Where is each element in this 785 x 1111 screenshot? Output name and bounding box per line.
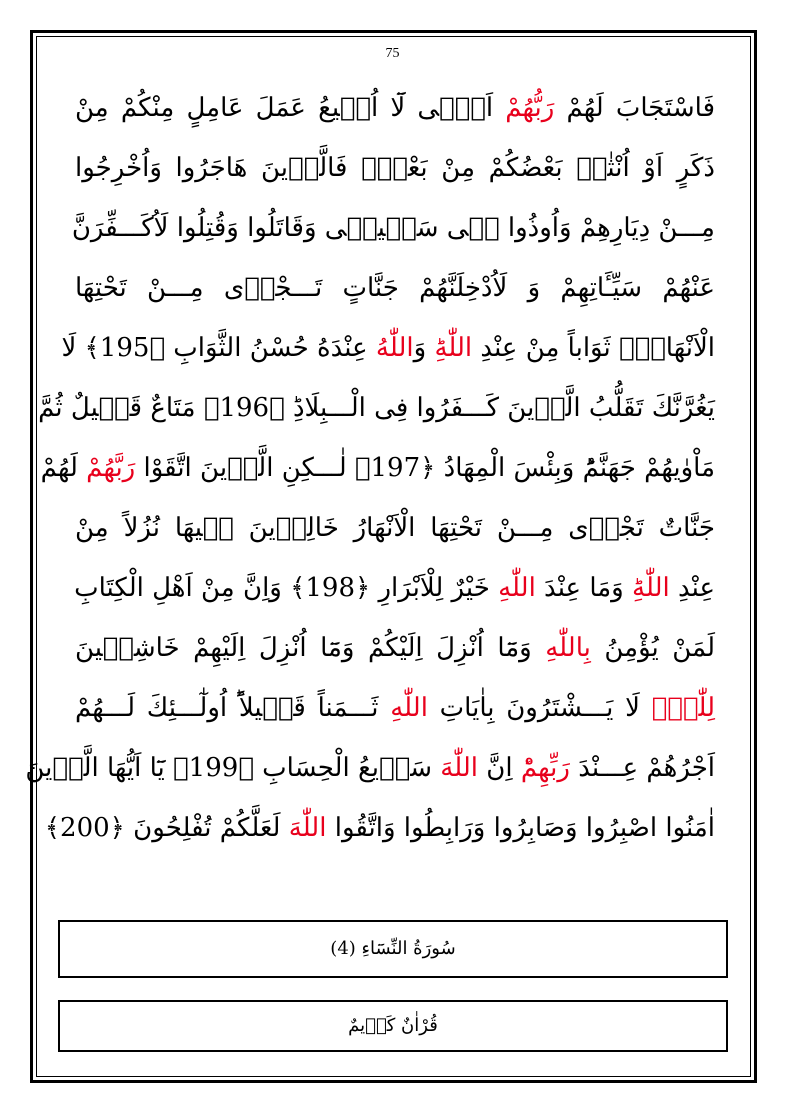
verse-line (40, 438, 715, 498)
verse-line (75, 138, 715, 198)
verse-line (75, 78, 715, 138)
verse-text: ؕ وَ (413, 333, 435, 363)
verse-text: اٰمَنُوا اصْبِرُوا وَصَابِرُوا وَرَابِطُوا وَاتَّقُوا (326, 813, 715, 843)
verse-line (75, 558, 715, 618)
verse-text: ثَـــمَناً قَلٖيلاًؕ اُولٰٓـــئِكَ لَـــهُمْ (75, 693, 391, 723)
verse-text: لَهُمْ (40, 453, 87, 483)
verse-line (75, 258, 715, 318)
divine-name-highlight: رَبَّهُمْ (86, 453, 136, 483)
divine-name-highlight: اللّٰهُ (375, 333, 414, 363)
verse-text: عِنْدِ (669, 573, 715, 603)
verse-text: عِنْدَهُ حُسْنُ الثَّوَابِ ﴿195﴾ لَا (61, 333, 376, 363)
divine-name-highlight: بِاللّٰهِ (545, 633, 591, 663)
verse-text: جَنَّاتٌ تَجْرٖى مِـــنْ تَحْتِهَا الْاَنْهَارُ خَالِدٖينَ فٖيهَا نُزُلاً مِنْ (75, 513, 715, 543)
verse-text: يَغُرَّنَّكَ تَقَلُّبُ الَّذٖينَ كَـــفَرُوا فِى الْـــبِلَادِؕ ﴿196﴾ مَتَاعٌ قَلٖيلٌ ثُمَّ (38, 393, 715, 423)
quran-karim-box (58, 1000, 728, 1052)
verse-line (38, 378, 715, 438)
verse-text: سَرٖيعُ الْحِسَابِ ﴿199﴾ يَٓا اَيُّهَا الَّذٖينَ (25, 753, 441, 783)
page-number: 75 (385, 46, 400, 61)
verse-text: وَمَٓا اُنْزِلَ اِلَيْكُمْ وَمَٓا اُنْزِلَ اِلَيْهِمْ خَاشِعٖينَ (75, 633, 546, 663)
verse-line (61, 318, 715, 378)
divine-name-highlight: رَبُّهُمْ (505, 93, 555, 123)
divine-name-highlight: اللّٰهِ (632, 573, 670, 603)
verse-text: الْاَنْهَارُۚ ثَوَاباً مِنْ عِنْدِ (472, 333, 715, 363)
verse-text: مِـــنْ دِيَارِهِمْ وَاُوذُوا فٖى سَبٖيلٖى وَقَاتَلُوا وَقُتِلُوا لَاُكَـــفِّرَنَّ (71, 213, 715, 243)
quran-karim-label: قُرْاٰنٌ كَرٖيمٌ (348, 1015, 438, 1036)
verse-text: اَنّٖى لَٓا اُضٖيعُ عَمَلَ عَامِلٍ مِنْكُمْ مِنْ (75, 93, 506, 123)
verse-text: ۙ لَا يَـــشْتَرُونَ بِاٰيَاتِ (427, 693, 652, 723)
verse-text: لَمَنْ يُؤْمِنُ (590, 633, 715, 663)
verse-text: مَاْوٰيهُمْ جَهَنَّمُؕ وَبِئْسَ الْمِهَادُ ﴿197﴾ لٰـــكِنِ الَّذٖينَ اتَّقَوْا (135, 453, 715, 483)
verse-text: لَعَلَّكُمْ تُفْلِحُونَ ﴿200﴾ (44, 813, 289, 843)
divine-name-highlight: رَبِّهِمْ (520, 753, 570, 783)
surah-title: سُورَةُ النِّسَٓاءِ (4) (330, 938, 456, 959)
surah-title-box (58, 920, 728, 978)
quran-text-block (25, 78, 716, 858)
divine-name-highlight: اللّٰهِ (498, 573, 536, 603)
verse-line (75, 618, 715, 678)
verse-line (75, 678, 715, 738)
verse-line (75, 498, 715, 558)
verse-line (71, 198, 715, 258)
divine-name-highlight: اللّٰهِ (434, 333, 473, 363)
verse-text: عَنْهُمْ سَيِّـَٔاتِهِمْ وَ لَاُدْخِلَنَّهُمْ جَنَّاتٍ تَـــجْرٖى مِـــنْ تَحْتِهَا (75, 273, 715, 303)
verse-text: ذَكَرٍ اَوْ اُنْثٰىۚ بَعْضُكُمْ مِنْ بَعْضٍۚ فَالَّذٖينَ هَاجَرُوا وَاُخْرِجُوا (75, 153, 715, 183)
divine-name-highlight: اللّٰهَ (288, 813, 327, 843)
verse-text: خَيْرٌ لِلْاَبْرَارِ ﴿198﴾ وَاِنَّ مِنْ اَهْلِ الْكِتَابِ (74, 573, 499, 603)
verse-text: اَجْرُهُمْ عِـــنْدَ (569, 753, 715, 783)
verse-line (44, 798, 715, 858)
verse-text: ؕ اِنَّ (478, 753, 521, 783)
verse-text: ؕ وَمَا عِنْدَ (535, 573, 633, 603)
divine-name-highlight: لِلّٰهِ (651, 693, 715, 723)
verse-line (25, 738, 715, 798)
divine-name-highlight: اللّٰهِ (390, 693, 428, 723)
divine-name-highlight: اللّٰهَ (440, 753, 478, 783)
verse-text: فَاسْتَجَابَ لَهُمْ (554, 93, 716, 123)
